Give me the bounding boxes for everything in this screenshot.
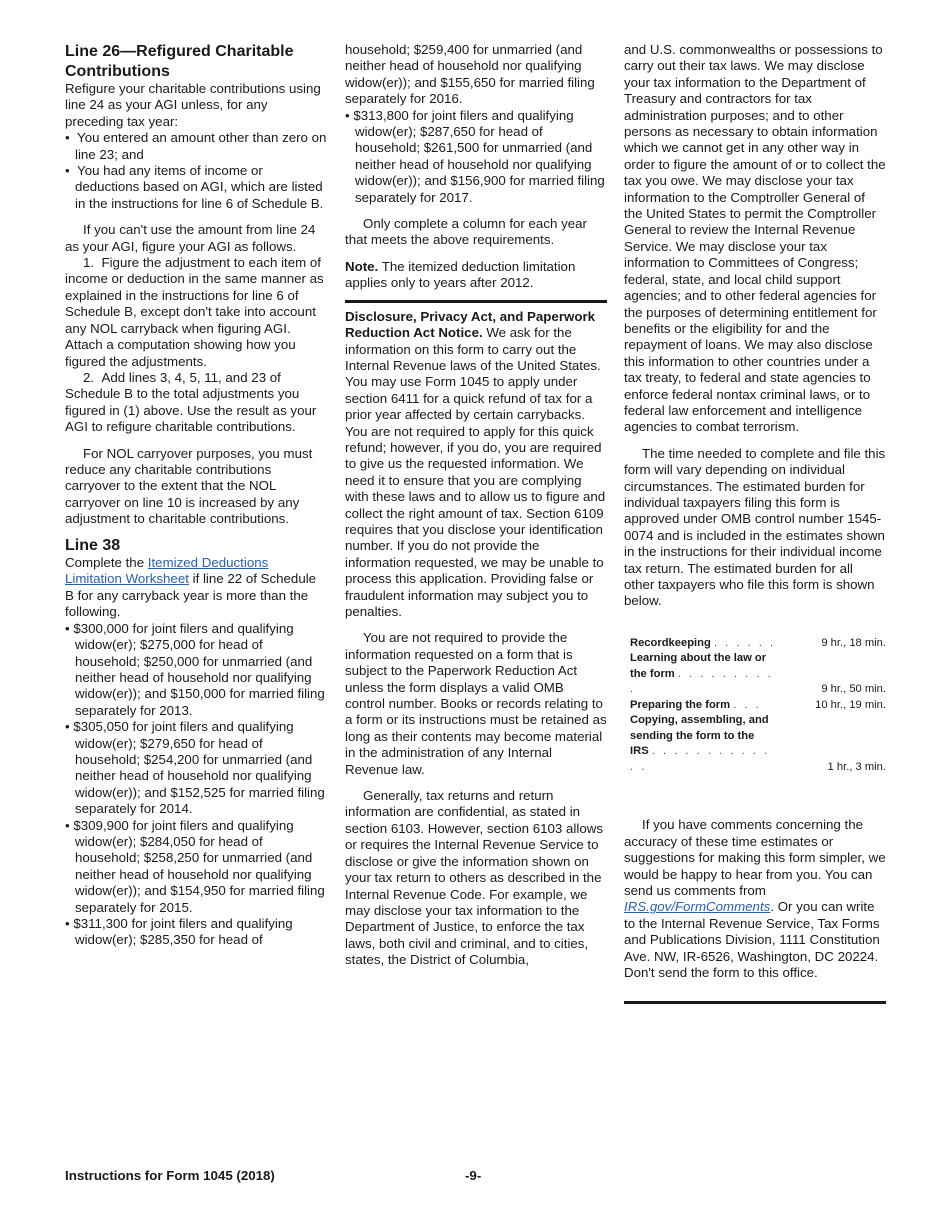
note-paragraph: Note. The itemized deduction limitation applies only to years after 2012.	[345, 258, 576, 291]
line-26-bullet: • You had any items of income or deductions based on AGI, which are listed in the instructions for line 6 of Schedule B.	[65, 163, 324, 211]
footer-form-title: Instructions for Form 1045 (2018)	[65, 1168, 275, 1183]
line-38-heading: Line 38	[65, 536, 121, 554]
burden-row: Copying, assembling, and sending the form to the IRS . . . . . . . . . . . . . 1 hr., 3 min.	[630, 714, 886, 773]
burden-row: Preparing the form . . . 10 hr., 19 min.	[630, 698, 886, 711]
line-38-bullet-2016: • $311,300 for joint filers and qualifying widow(er); $285,350 for head of	[65, 916, 293, 948]
only-complete-paragraph: Only complete a column for each year that meets the above requirements.	[345, 216, 587, 248]
comments-paragraph: If you have comments concerning the accuracy of these time estimates or suggestions for making this form simpler, we would be happy to hear from you. You can send us comments from IRS.gov/FormComments. Or you can write to the Internal Revenue Service, Tax Forms and Publications Division, 1111 Constitution Ave. NW, IR-6526, Washington, DC 20224. Don't send the form to this office.	[624, 817, 886, 1004]
burden-table	[624, 636, 886, 776]
page-number: -9-	[465, 1168, 482, 1183]
line-26-paragraph-2: If you can't use the amount from line 24 as your AGI, figure your AGI as follows.	[65, 222, 316, 254]
column-right	[624, 42, 886, 1004]
not-required-paragraph: You are not required to provide the information requested on a form that is subject to the Paperwork Reduction Act unless the form displays a valid OMB control number. Books or records relating to a form or its instructions must be retained as long as their contents may become material in the administration of any Internal Revenue law.	[345, 630, 607, 777]
column-left	[65, 42, 327, 949]
line-38-bullet-2013: • $300,000 for joint filers and qualifying widow(er); $275,000 for head of household; $250,000 for unmarried (and neither head of household nor qualifying widow(er)); and $150,000 for married filing separately for 2013.	[65, 620, 325, 718]
line-38-bullet-2017: • $313,800 for joint filers and qualifying widow(er); $287,650 for head of household; $261,500 for unmarried (and neither head of household nor qualifying widow(er)); and $156,900 for married filing separately for 2017.	[345, 107, 605, 205]
line-38-bullet-2015: • $309,900 for joint filers and qualifying widow(er); $284,050 for head of household; $258,250 for unmarried (and neither head of household nor qualifying widow(er)); and $154,950 for married filing separately for 2015.	[65, 817, 325, 915]
time-needed-paragraph: The time needed to complete and file this form will vary depending on individual circumstances. The estimated burden for individual taxpayers filing this form is approved under OMB control number 1545-0074 and is included in the estimates shown in the instructions for their individual income tax return. The estimated burden for all other taxpayers who file this form is shown below.	[624, 445, 886, 609]
confidential-paragraph: Generally, tax returns and return information are confidential, as stated in section 6103. However, section 6103 allows or requires the Internal Revenue Service to disclose or give the information shown on your tax return to others as described in the Internal Revenue Code. For example, we may disclose your tax information to the Department of Justice, to enforce the tax laws, both civil and criminal, and to cities, states, the District of Columbia,	[345, 788, 603, 968]
disclosure-heading: Disclosure, Privacy Act, and Paperwork Reduction Act Notice.	[345, 308, 596, 341]
burden-row: Recordkeeping . . . . . . 9 hr., 18 min.	[630, 636, 886, 649]
burden-row: Learning about the law or the form . . . . . . . . . . 9 hr., 50 min.	[630, 652, 886, 696]
line-38-bullet-2016-continued: household; $259,400 for unmarried (and neither head of household nor qualifying widow(er)); and $155,650 for married filing separately for 2016.	[345, 42, 595, 107]
itemized-deductions-worksheet-link[interactable]: Itemized Deductions Limitation Worksheet	[65, 555, 269, 587]
line-26-bullet: • You entered an amount other than zero on line 23; and	[65, 130, 327, 162]
line-26-step-1: 1. Figure the adjustment to each item of income or deduction in the same manner as explained in the instructions for line 6 of Schedule B, except don't take into account any NOL carryback when figuring AGI. Attach a computation showing how you figured the adjustments.	[65, 255, 324, 369]
disclosure-notice: Disclosure, Privacy Act, and Paperwork Reduction Act Notice. We ask for the information on this form to carry out the Internal Revenue laws of the United States. You may use Form 1045 to apply under section 6411 for a quick refund of tax for a prior year affected by certain carrybacks. You are not required to apply for this quick refund; however, if you do, you are required to give us the requested information. We need it to ensure that you are complying with these laws and to allow us to figure and collect the right amount of tax. Section 6109 requires that you disclose your identification number. If you do not provide the information requested, we may be unable to process this application. Providing false or fraudulent information may subject you to penalties.	[345, 300, 607, 621]
form-comments-link[interactable]: IRS.gov/FormComments	[624, 899, 771, 915]
column-middle	[345, 42, 607, 969]
line-26-step-2: 2. Add lines 3, 4, 5, 11, and 23 of Schedule B to the total adjustments you figured in (1) above. Use the result as your AGI to refigure charitable contributions.	[65, 369, 317, 435]
line-26-intro: Refigure your charitable contributions using line 24 as your AGI unless, for any preceding tax year:	[65, 81, 321, 129]
line-38-bullet-2014: • $305,050 for joint filers and qualifying widow(er); $279,650 for head of household; $254,200 for unmarried (and neither head of household nor qualifying widow(er)); and $152,525 for married filing separately for 2014.	[65, 719, 325, 817]
line-38-intro: Complete the Itemized Deductions Limitation Worksheet if line 22 of Schedule B for any carryback year is more than the following.	[65, 555, 317, 620]
line-26-heading: Line 26—Refigured Charitable Contributions	[65, 43, 294, 80]
line-26-paragraph-3: For NOL carryover purposes, you must reduce any charitable contributions carryover to the extent that the NOL carryover on line 10 is increased by any adjustment to charitable contributions.	[65, 445, 313, 527]
disclosure-continued: and U.S. commonwealths or possessions to carry out their tax laws. We may disclose your tax information to the Department of Treasury and contractors for tax administration purposes; and to other persons as necessary to obtain information which we cannot get in any other way in order to figure the amount of or to collect the tax you owe. We may disclose your tax information to the Comptroller General of the United States to permit the Comptroller General to review the Internal Revenue Service. We may disclose your tax information to Committees of Congress; federal, state, and local child support agencies; and to other federal agencies for the purposes of determining entitlement for benefits or the eligibility for and the repayment of loans. We may also disclose this information to other countries under a tax treaty, to federal and state agencies to enforce federal nontax criminal laws, or to federal law enforcement and intelligence agencies to combat terrorism.	[624, 42, 886, 435]
